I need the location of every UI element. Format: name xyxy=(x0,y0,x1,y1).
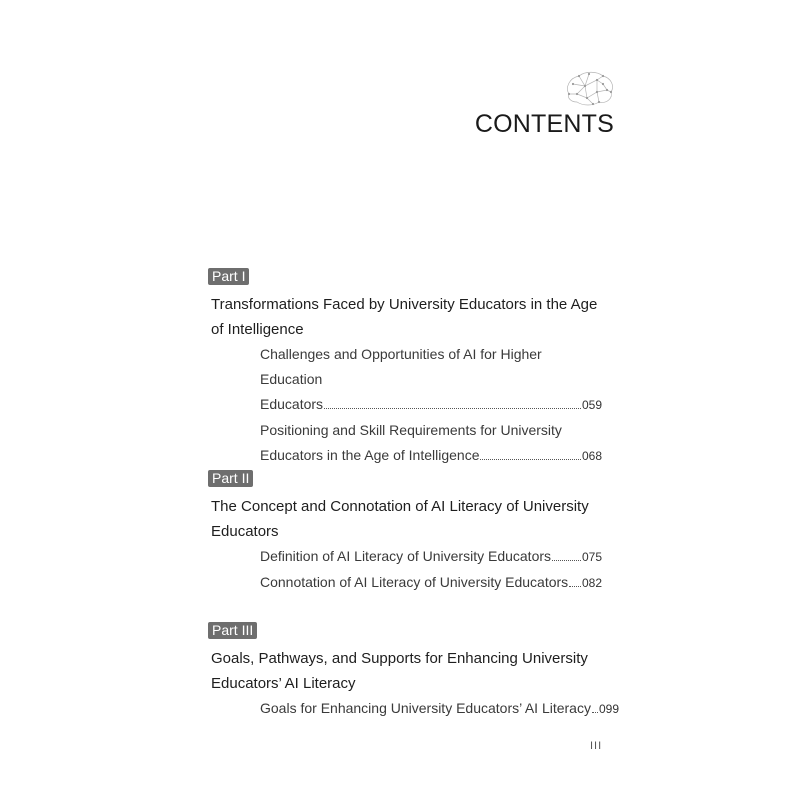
part-title-line: The Concept and Connotation of AI Literacy of University xyxy=(211,498,589,515)
toc-entry[interactable] xyxy=(260,418,602,469)
part-title-line: of Intelligence xyxy=(211,321,304,338)
entry-line: Connotation of AI Literacy of University Educators xyxy=(260,574,569,590)
dot-leader xyxy=(592,712,598,713)
part-title-line: Educators’ AI Literacy xyxy=(211,675,356,692)
toc-entry[interactable] xyxy=(260,696,619,722)
page-ref: 059 xyxy=(581,398,602,412)
part-title-line: Transformations Faced by University Educators in the Age xyxy=(211,296,598,313)
brain-network-icon xyxy=(563,70,615,108)
page-ref: 082 xyxy=(581,576,602,590)
part-badge: Part I xyxy=(208,268,249,285)
entry-line: Goals for Enhancing University Educators’ AI Literacy xyxy=(260,700,591,716)
toc-part-3 xyxy=(208,622,619,722)
page-ref: 068 xyxy=(581,449,602,463)
entry-line: Educators xyxy=(260,396,324,412)
part-badge: Part III xyxy=(208,622,257,639)
dot-leader xyxy=(569,586,581,587)
part-title-line: Goals, Pathways, and Supports for Enhancing University xyxy=(211,650,588,667)
part-badge: Part II xyxy=(208,470,253,487)
page-number: III xyxy=(590,740,603,752)
part-title[interactable] xyxy=(211,494,602,544)
entry-line: Positioning and Skill Requirements for University xyxy=(260,422,562,438)
page-title: CONTENTS xyxy=(474,110,614,138)
part-title[interactable] xyxy=(211,646,602,696)
part-title[interactable] xyxy=(211,292,602,342)
entry-line: Definition of AI Literacy of University Educators xyxy=(260,548,552,564)
toc-entry[interactable] xyxy=(260,570,602,596)
dot-leader xyxy=(480,459,580,460)
toc-part-2 xyxy=(208,470,602,596)
entry-line: Educators in the Age of Intelligence xyxy=(260,447,480,463)
toc-entry[interactable] xyxy=(260,342,602,418)
page-ref: 075 xyxy=(581,550,602,564)
dot-leader xyxy=(324,408,581,409)
dot-leader xyxy=(552,560,581,561)
toc-entry[interactable] xyxy=(260,544,602,570)
entry-line: Challenges and Opportunities of AI for Higher Education xyxy=(260,346,542,387)
part-title-line: Educators xyxy=(211,523,279,540)
toc-part-1 xyxy=(208,268,602,469)
page-ref: 099 xyxy=(598,702,619,716)
